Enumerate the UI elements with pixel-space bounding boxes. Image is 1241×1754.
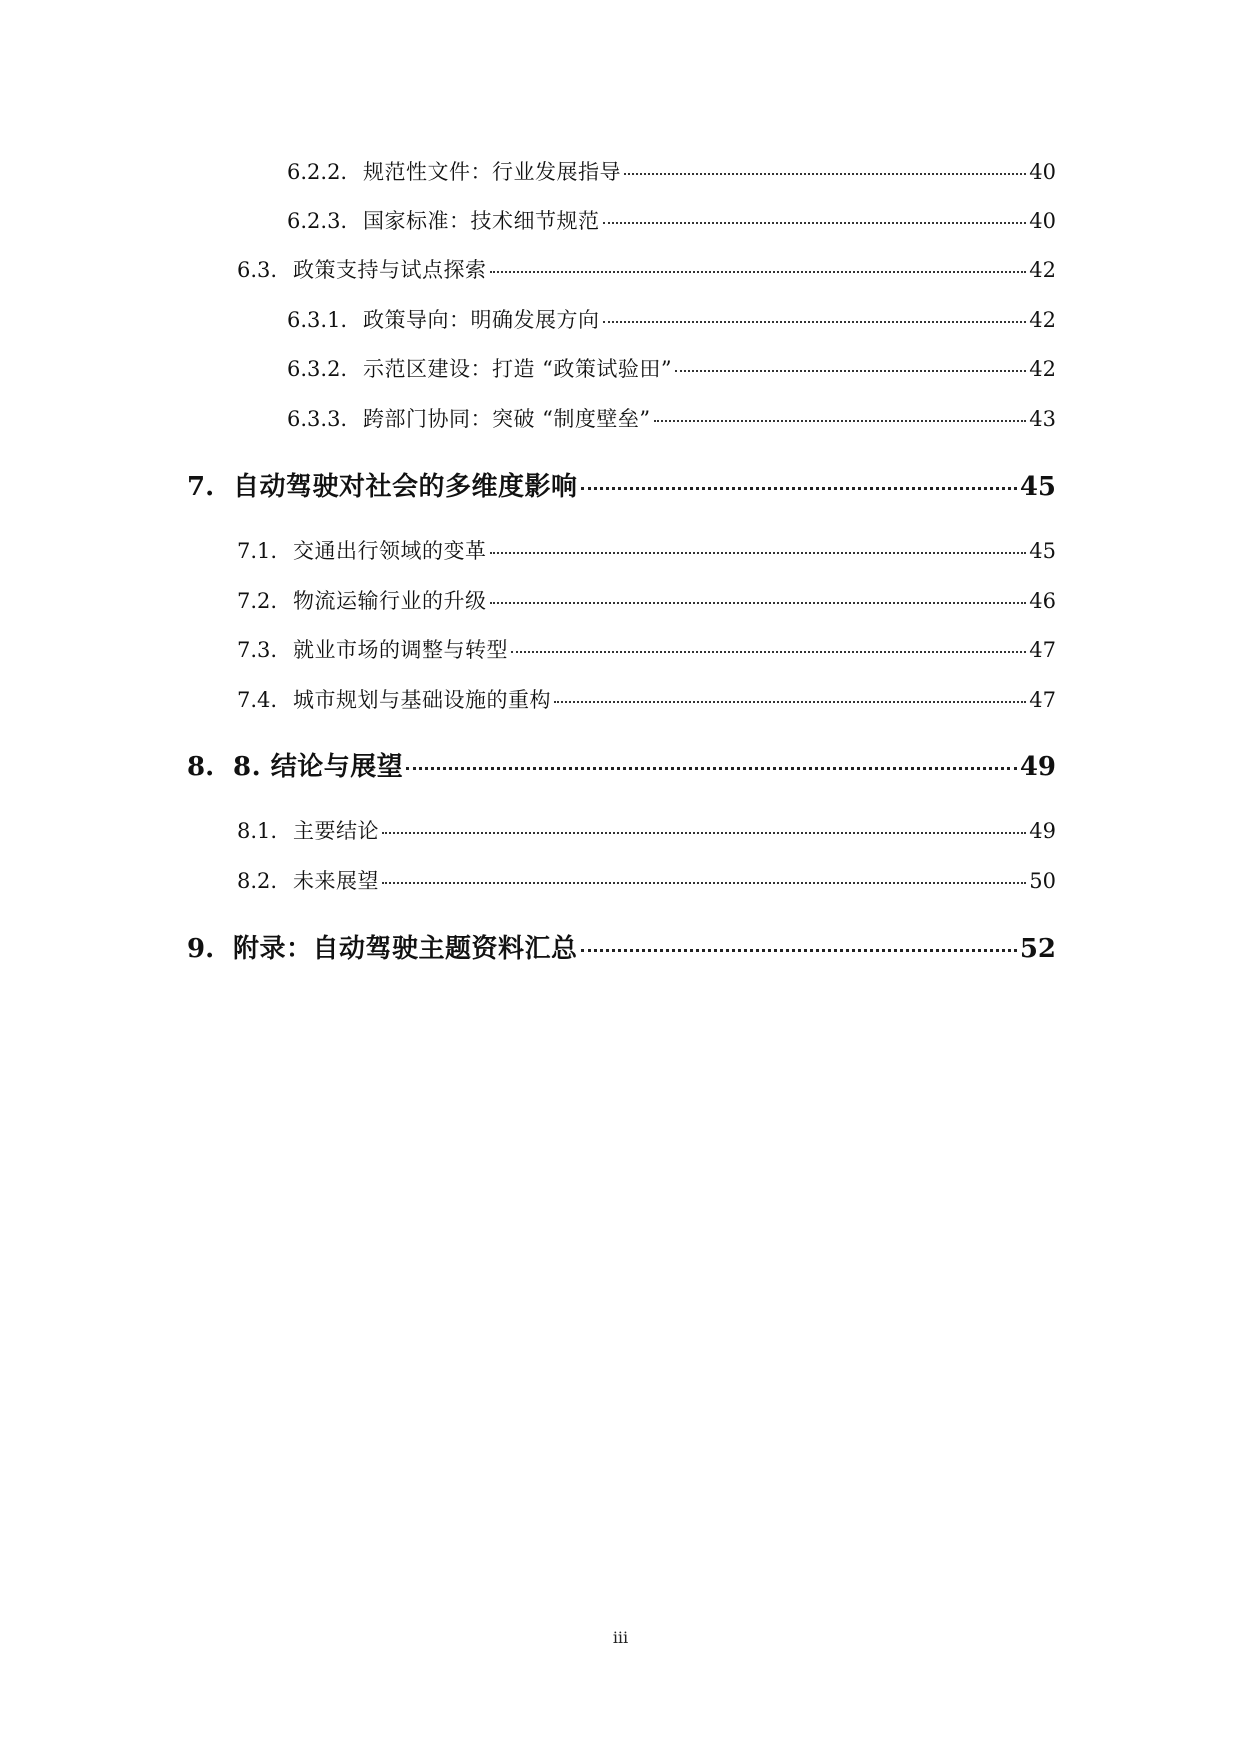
toc-entry-title: 8. 结论与展望 xyxy=(233,752,404,782)
toc-entry-8-1[interactable] xyxy=(237,815,1056,845)
toc-dot-leader xyxy=(603,321,1027,323)
toc-entry-page: 43 xyxy=(1029,407,1056,431)
toc-entry-7-1[interactable] xyxy=(237,535,1056,565)
toc-dot-leader xyxy=(382,832,1026,834)
toc-entry-number: 6.3.3. xyxy=(287,407,348,431)
toc-dot-leader xyxy=(603,222,1027,224)
toc-entry-title: 未来展望 xyxy=(293,869,379,893)
toc-entry-6-2-3[interactable] xyxy=(287,205,1056,235)
toc-entry-title: 示范区建设：打造 “政策试验田” xyxy=(363,357,673,381)
toc-entry-8-2[interactable] xyxy=(237,865,1056,895)
toc-entry-title: 国家标准：技术细节规范 xyxy=(363,209,600,233)
toc-entry-title: 政策导向：明确发展方向 xyxy=(363,308,600,332)
toc-entry-page: 50 xyxy=(1029,869,1056,893)
toc-entry-number: 6.3.2. xyxy=(287,357,348,381)
toc-entry-title: 自动驾驶对社会的多维度影响 xyxy=(233,472,578,502)
toc-entry-8[interactable] xyxy=(187,746,1056,782)
toc-entry-number: 7.4. xyxy=(237,688,278,712)
toc-entry-title: 政策支持与试点探索 xyxy=(293,258,487,282)
toc-dot-leader xyxy=(490,271,1027,273)
toc-entry-page: 49 xyxy=(1019,752,1056,782)
toc-entry-title: 主要结论 xyxy=(293,819,379,843)
toc-entry-6-3[interactable] xyxy=(237,254,1056,284)
toc-entry-page: 42 xyxy=(1029,308,1056,332)
toc-entry-number: 7.2. xyxy=(237,589,278,613)
toc-dot-leader xyxy=(511,651,1026,653)
toc-entry-6-3-2[interactable] xyxy=(287,353,1056,383)
toc-entry-number: 9. xyxy=(187,934,215,964)
toc-dot-leader xyxy=(382,882,1026,884)
toc-entry-number: 6.2.2. xyxy=(287,160,348,184)
toc-entry-page: 45 xyxy=(1019,472,1056,502)
toc-entry-page: 47 xyxy=(1029,688,1056,712)
toc-dot-leader xyxy=(581,487,1017,490)
toc-entry-page: 45 xyxy=(1029,539,1056,563)
toc-dot-leader xyxy=(675,370,1026,372)
toc-entry-page: 52 xyxy=(1019,934,1056,964)
toc-entry-9[interactable] xyxy=(187,928,1056,964)
toc-entry-title: 城市规划与基础设施的重构 xyxy=(293,688,551,712)
toc-dot-leader xyxy=(490,552,1027,554)
toc-entry-title: 就业市场的调整与转型 xyxy=(293,638,508,662)
toc-dot-leader xyxy=(490,602,1027,604)
toc-entry-6-3-3[interactable] xyxy=(287,403,1056,433)
toc-dot-leader xyxy=(654,420,1027,422)
toc-entry-title: 物流运输行业的升级 xyxy=(293,589,487,613)
page-number: iii xyxy=(612,1628,629,1647)
toc-entry-number: 6.2.3. xyxy=(287,209,348,233)
toc-entry-page: 46 xyxy=(1029,589,1056,613)
toc-entry-6-3-1[interactable] xyxy=(287,304,1056,334)
toc-entry-number: 6.3. xyxy=(237,258,278,282)
toc-entry-7[interactable] xyxy=(187,466,1056,502)
toc-entry-7-2[interactable] xyxy=(237,585,1056,615)
toc-entry-title: 规范性文件：行业发展指导 xyxy=(363,160,621,184)
toc-entry-page: 42 xyxy=(1029,357,1056,381)
toc-entry-page: 47 xyxy=(1029,638,1056,662)
toc-dot-leader xyxy=(406,767,1017,770)
toc-entry-number: 7.3. xyxy=(237,638,278,662)
toc-entry-page: 40 xyxy=(1029,160,1056,184)
toc-entry-number: 8.1. xyxy=(237,819,278,843)
toc-entry-title: 跨部门协同：突破 “制度壁垒” xyxy=(363,407,651,431)
toc-dot-leader xyxy=(581,949,1017,952)
toc-entry-page: 40 xyxy=(1029,209,1056,233)
toc-entry-number: 6.3.1. xyxy=(287,308,348,332)
toc-entry-page: 49 xyxy=(1029,819,1056,843)
toc-entry-number: 7. xyxy=(187,472,215,502)
toc-entry-7-3[interactable] xyxy=(237,634,1056,664)
toc-entry-number: 8.2. xyxy=(237,869,278,893)
toc-dot-leader xyxy=(554,701,1026,703)
toc-entry-7-4[interactable] xyxy=(237,684,1056,714)
toc-entry-number: 7.1. xyxy=(237,539,278,563)
toc-entry-title: 交通出行领域的变革 xyxy=(293,539,487,563)
toc-dot-leader xyxy=(624,173,1026,175)
toc-entry-title: 附录：自动驾驶主题资料汇总 xyxy=(233,934,578,964)
toc-entry-6-2-2[interactable] xyxy=(287,156,1056,186)
toc-entry-page: 42 xyxy=(1029,258,1056,282)
toc-entry-number: 8. xyxy=(187,752,215,782)
